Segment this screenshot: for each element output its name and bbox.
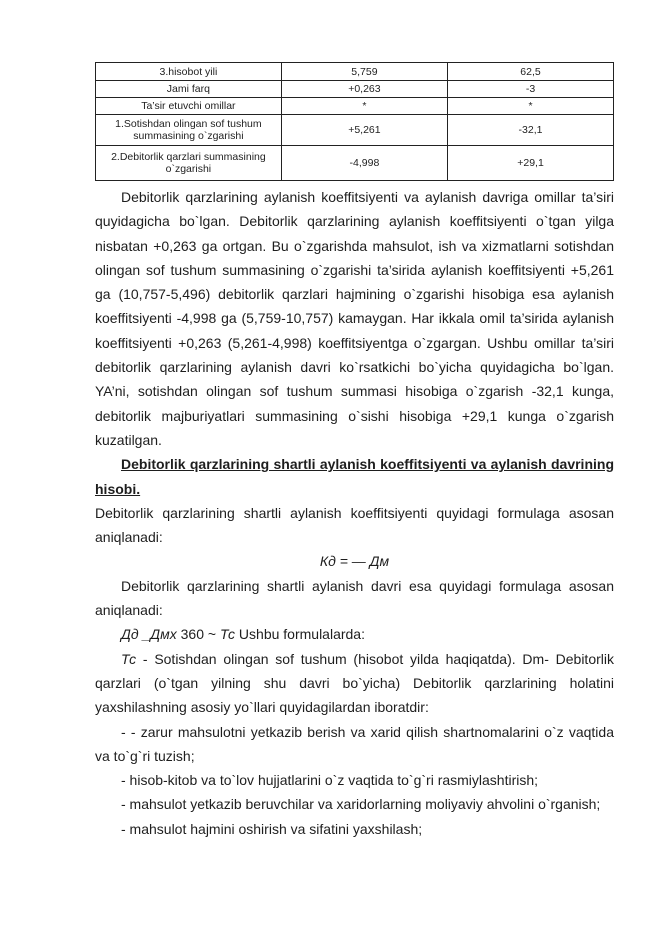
table-row	[96, 81, 614, 98]
table-cell: 1.Sotishdan olingan sof tushum summasining o`zgarishi	[96, 115, 282, 146]
formula-period-tail: Ushbu formulalarda:	[235, 626, 365, 643]
formula-period-mid: 360 ~	[176, 626, 220, 643]
table-cell: +29,1	[448, 146, 614, 181]
paragraph-analysis: Debitorlik qarzlarining aylanish koeffitsiyenti va aylanish davriga omillar ta’siri quyidagicha bo`lgan. Debitorlik qarzlarining aylanish koeffitsiyenti o`tgan yilga nisbatan +0,263 ga ortgan. Bu o`zgarishda mahsulot, ish va xizmatlarni sotishdan olingan sof tushum summasining o`zgarishi ta’sirida aylanish koeffitsiyenti +5,261 ga (10,757-5,496) debitorlik qarzlari hajmining o`zgarishi hisobiga esa aylanish koeffitsiyenti -4,998 ga (5,759-10,757) kamaygan. Har ikkala omil ta’sirida aylanish koeffitsiyenti +0,263 (5,261-4,998) koeffitsiyentga o`zgargan. Ushbu omillar ta’siri debitorlik qarzlarining aylanish davri ko`rsatkichi bo`yicha quyidagicha bo`lgan. YA’ni, sotishdan olingan sof tushum summasi hisobiga o`zgarish -32,1 kunga, debitorlik majburiyatlari summasining o`sishi hisobiga +29,1 kunga o`zgarish kuzatilgan.	[95, 189, 614, 448]
table-row	[96, 115, 614, 146]
table-cell: Ta’sir etuvchi omillar	[96, 98, 282, 115]
table-cell: Jami farq	[96, 81, 282, 98]
table-cell: +0,263	[281, 81, 447, 98]
table-cell: *	[448, 98, 614, 115]
table-cell: -32,1	[448, 115, 614, 146]
table-row	[96, 146, 614, 181]
formula-period-tc: Тс	[219, 626, 236, 643]
list-item: - hisob-kitob va to`lov hujjatlarini o`z vaqtida to`g`ri rasmiylashtirish;	[121, 772, 539, 789]
paragraph-formula-intro: Debitorlik qarzlarining shartli aylanish koeffitsiyenti quyidagi formulaga asosan aniqlanadi:	[95, 504, 614, 546]
table-cell: 3.hisobot yili	[96, 63, 282, 81]
paragraph-definitions	[95, 647, 614, 720]
table-row	[96, 98, 614, 115]
table-cell: 5,759	[281, 63, 447, 81]
section-heading-text: Debitorlik qarzlarining shartli aylanish koeffitsiyenti va aylanish davrining hisobi.	[95, 456, 614, 497]
paragraph-period-intro: Debitorlik qarzlarining shartli aylanish davri esa quyidagi formulaga asosan aniqlanadi:	[95, 577, 614, 619]
table-cell: +5,261	[281, 115, 447, 146]
list-item: - - zarur mahsulotni yetkazib berish va xarid qilish shartnomalarini o`z vaqtida va to`g`ri tuzish;	[95, 723, 614, 764]
definition-tc: Тс	[121, 650, 137, 667]
table-row	[96, 63, 614, 81]
definition-text: - Sotishdan olingan sof tushum (hisobot yilda haqiqatda). Dm- Debitorlik qarzlari (o`tgan yilning shu davri bo`yicha) Debitorlik qarzlarining holatini yaxshilashning asosiy yo`llari quyidagilardan iboratdir:	[95, 650, 614, 716]
list-item: - mahsulot hajmini oshirish va sifatini yaxshilash;	[121, 820, 423, 837]
section-heading	[95, 452, 614, 501]
factor-table	[95, 62, 614, 181]
table-cell: -3	[448, 81, 614, 98]
formula-period	[95, 622, 614, 646]
table-cell: -4,998	[281, 146, 447, 181]
formula-period-lhs: Дд _Дмх	[121, 626, 177, 643]
table-cell: 2.Debitorlik qarzlari summasining o`zgarishi	[96, 146, 282, 181]
list-item: - mahsulot yetkazib beruvchilar va xaridorlarning moliyaviy ahvolini o`rganish;	[121, 796, 601, 813]
table-cell: *	[281, 98, 447, 115]
formula-turnover: Кд = — Дм	[319, 553, 390, 570]
table-cell: 62,5	[448, 63, 614, 81]
body-text	[95, 185, 614, 841]
